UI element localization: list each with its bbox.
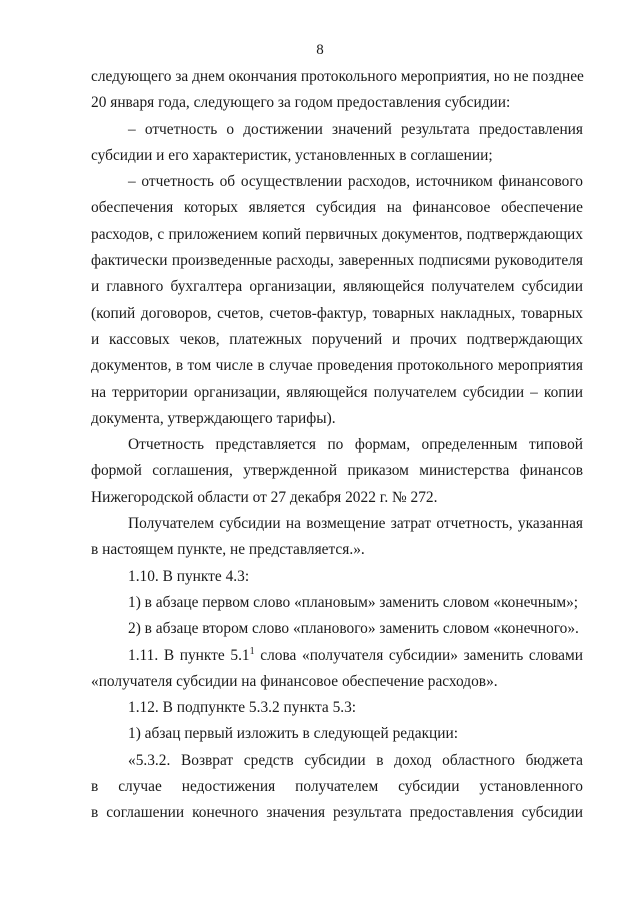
text-line: субсидии и его характеристик, установленных в соглашении; — [91, 146, 493, 164]
text-line: 1.11. В пункте $5.1^1$ слова «получателя субсидии» заменить словами — [128, 645, 583, 664]
text-line: формой соглашения, утвержденной приказом министерства финансов — [91, 462, 583, 480]
text-line: в соглашении конечного значения результата предоставления субсидии — [91, 804, 583, 822]
text-line: (копий договоров, счетов, счетов-фактур, товарных накладных, товарных — [91, 304, 583, 322]
page-number: 8 — [316, 42, 324, 58]
text-line: документа, утверждающего тарифы). — [91, 409, 336, 427]
text-line: следующего за днем окончания протокольного мероприятия, но не позднее — [91, 68, 584, 85]
text-line: – отчетность об осуществлении расходов, источником финансового — [128, 173, 583, 191]
text-line: 1.12. В подпункте 5.3.2 пункта 5.3: — [128, 699, 357, 717]
text-line: фактически произведенные расходы, заверенных подписями руководителя — [91, 252, 583, 270]
text-line: расходов, с приложением копий первичных документов, подтверждающих — [91, 225, 583, 243]
text-line: в настоящем пункте, не представляется.». — [91, 541, 365, 559]
text-line: и главного бухгалтера организации, являющейся получателем субсидии — [91, 278, 583, 296]
text-line: 1) абзац первый изложить в следующей редакции: — [128, 725, 459, 743]
text-line: 2) в абзаце втором слово «планового» заменить словом «конечного». — [128, 620, 579, 638]
text-line: 1.10. В пункте 4.3: — [128, 567, 250, 585]
document-body — [91, 64, 583, 827]
text-line: обеспечения которых является субсидия на финансовое обеспечение — [91, 199, 583, 217]
text-line: на территории организации, являющейся получателем субсидии – копии — [91, 383, 583, 401]
text-line: – отчетность о достижении значений результата предоставления — [128, 120, 583, 138]
text-line: Получателем субсидии на возмещение затрат отчетность, указанная — [128, 515, 583, 533]
text-line: Нижегородской области от 27 декабря 2022 г. № 272. — [91, 488, 438, 506]
text-line: 1) в абзаце первом слово «плановым» заменить словом «конечным»; — [128, 593, 579, 611]
text-line: 20 января года, следующего за годом предоставления субсидии: — [91, 94, 511, 112]
text-line: Отчетность представляется по формам, определенным типовой — [128, 436, 583, 454]
text-line: «получателя субсидии на финансовое обеспечение расходов». — [91, 672, 498, 690]
text-line: в случае недостижения получателем субсидии установленного — [91, 778, 583, 796]
text-line: и кассовых чеков, платежных поручений и прочих подтверждающих — [91, 330, 583, 348]
text-line: документов, в том числе в случае проведения протокольного мероприятия — [91, 357, 583, 375]
text-line: «5.3.2. Возврат средств субсидии в доход областного бюджета — [128, 751, 583, 769]
